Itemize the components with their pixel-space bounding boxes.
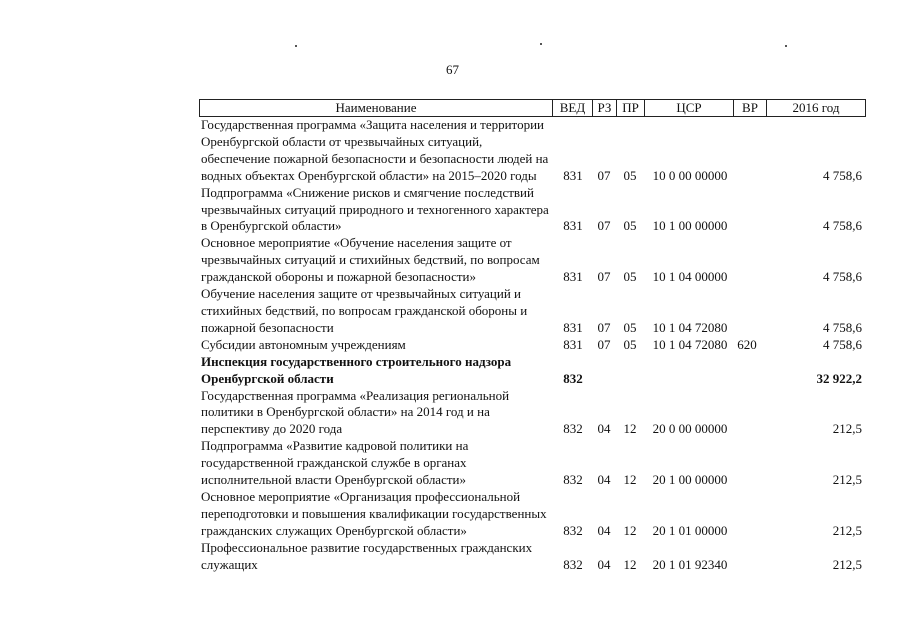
row-name-line: Государственная программа «Реализация региональной [201,387,510,403]
row-sum: 4 758,6 [823,218,862,234]
row-ved: 831 [563,167,583,183]
row-name [199,235,551,286]
row-rz: 07 [597,336,611,352]
row-csr: 20 1 01 92340 [652,556,728,572]
row-pr: 05 [623,218,637,234]
scan-dot [540,43,542,45]
header-csr: ЦСР [645,100,734,116]
table-row [199,489,866,540]
row-csr: 10 1 04 72080 [652,319,728,335]
row-rz: 07 [597,269,611,285]
row-pr: 12 [623,556,637,572]
scan-dot [295,45,297,47]
row-csr: 20 1 01 00000 [652,522,728,538]
row-name-line: переподготовки и повышения квалификации государственных [201,505,547,521]
row-ved: 831 [563,336,583,352]
row-name [199,286,551,337]
header-name: Наименование [200,100,553,116]
row-name-line: гражданской обороны и пожарной безопасности» [201,269,476,285]
row-sum: 32 922,2 [816,370,862,386]
row-rz: 04 [597,472,611,488]
header-pr: ПР [617,100,645,116]
row-rz: 04 [597,421,611,437]
row-name-line: Профессиональное развитие государственных гражданских [201,539,533,555]
row-name-line: гражданских служащих Оренбургской области» [201,522,467,538]
row-name-line: Основное мероприятие «Обучение населения защите от [201,235,512,251]
table-row [199,540,866,574]
row-ved: 831 [563,218,583,234]
row-name-line: Оренбургской области от чрезвычайных ситуаций, [201,133,483,149]
row-name-line: Субсидии автономным учреждениям [201,336,406,352]
row-name-line: Основное мероприятие «Организация профессиональной [201,488,521,504]
row-sum: 212,5 [832,472,862,488]
row-name-line: Государственная программа «Защита населения и территории [201,117,544,132]
row-ved: 832 [563,522,583,538]
table-row [199,117,866,185]
row-rz: 07 [597,319,611,335]
row-name-line: пожарной безопасности [201,319,334,335]
row-sum: 212,5 [832,556,862,572]
row-name-line: обеспечение пожарной безопасности и безопасности людей на [201,150,549,166]
row-name-line: чрезвычайных ситуаций природного и техногенного характера [201,201,549,217]
row-rz: 04 [597,556,611,572]
scan-dot [785,45,787,47]
row-ved: 832 [563,370,583,386]
header-ved: ВЕД [553,100,593,116]
row-pr: 12 [623,522,637,538]
row-sum: 4 758,6 [823,167,862,183]
table-row [199,185,866,236]
row-name-line: Подпрограмма «Развитие кадровой политики на [201,438,469,454]
table-row [199,286,866,337]
table-row [199,235,866,286]
row-sum: 4 758,6 [823,319,862,335]
table-row [199,354,866,388]
row-pr: 12 [623,421,637,437]
row-csr: 10 0 00 00000 [652,167,728,183]
row-name-line: стихийных бедствий, по вопросам гражданской обороны и [201,302,528,318]
row-csr: 10 1 04 00000 [652,269,728,285]
row-name-line: служащих [201,556,258,572]
row-ved: 831 [563,319,583,335]
row-sum: 4 758,6 [823,269,862,285]
table-row [199,388,866,439]
header-vr: ВР [734,100,767,116]
row-pr: 05 [623,167,637,183]
row-name [199,185,551,236]
row-name [199,337,551,354]
row-name-line: исполнительной власти Оренбургской области» [201,472,466,488]
row-name [199,438,551,489]
row-pr: 05 [623,269,637,285]
header-rz: РЗ [593,100,617,116]
row-csr: 20 0 00 00000 [652,421,728,437]
row-name [199,489,551,540]
table-header [199,99,866,117]
row-name [199,354,551,388]
row-name-line: в Оренбургской области» [201,218,342,234]
row-name [199,117,551,185]
row-name-line: политики в Оренбургской области» на 2014 год и на [201,404,490,420]
row-name [199,540,551,574]
row-vr: 620 [737,336,757,352]
row-ved: 832 [563,472,583,488]
row-csr: 10 1 04 72080 [652,336,728,352]
page-number: 67 [446,62,459,77]
row-name [199,388,551,439]
row-name-line: Подпрограмма «Снижение рисков и смягчение последствий [201,184,534,200]
table-row [199,438,866,489]
row-pr: 05 [623,319,637,335]
table-body [199,117,866,573]
header-year: 2016 год [792,100,840,115]
row-rz: 04 [597,522,611,538]
row-name-line: Оренбургской области [201,370,334,386]
row-ved: 832 [563,421,583,437]
row-name-line: государственной гражданской службе в органах [201,455,467,471]
row-csr: 20 1 00 00000 [652,472,728,488]
row-pr: 05 [623,336,637,352]
row-csr: 10 1 00 00000 [652,218,728,234]
row-name-line: Обучение населения защите от чрезвычайных ситуаций и [201,286,522,302]
row-name-line: перспективу до 2020 года [201,421,343,437]
row-sum: 212,5 [832,421,862,437]
row-rz: 07 [597,167,611,183]
row-ved: 832 [563,556,583,572]
row-name-line: чрезвычайных ситуаций и стихийных бедствий, по вопросам [201,252,540,268]
row-sum: 212,5 [832,522,862,538]
row-pr: 12 [623,472,637,488]
row-ved: 831 [563,269,583,285]
table-row [199,337,866,354]
row-name-line: водных объектах Оренбургской области» на 2015–2020 годы [201,167,537,183]
row-name-line: Инспекция государственного строительного надзора [201,353,512,369]
row-rz: 07 [597,218,611,234]
row-sum: 4 758,6 [823,336,862,352]
